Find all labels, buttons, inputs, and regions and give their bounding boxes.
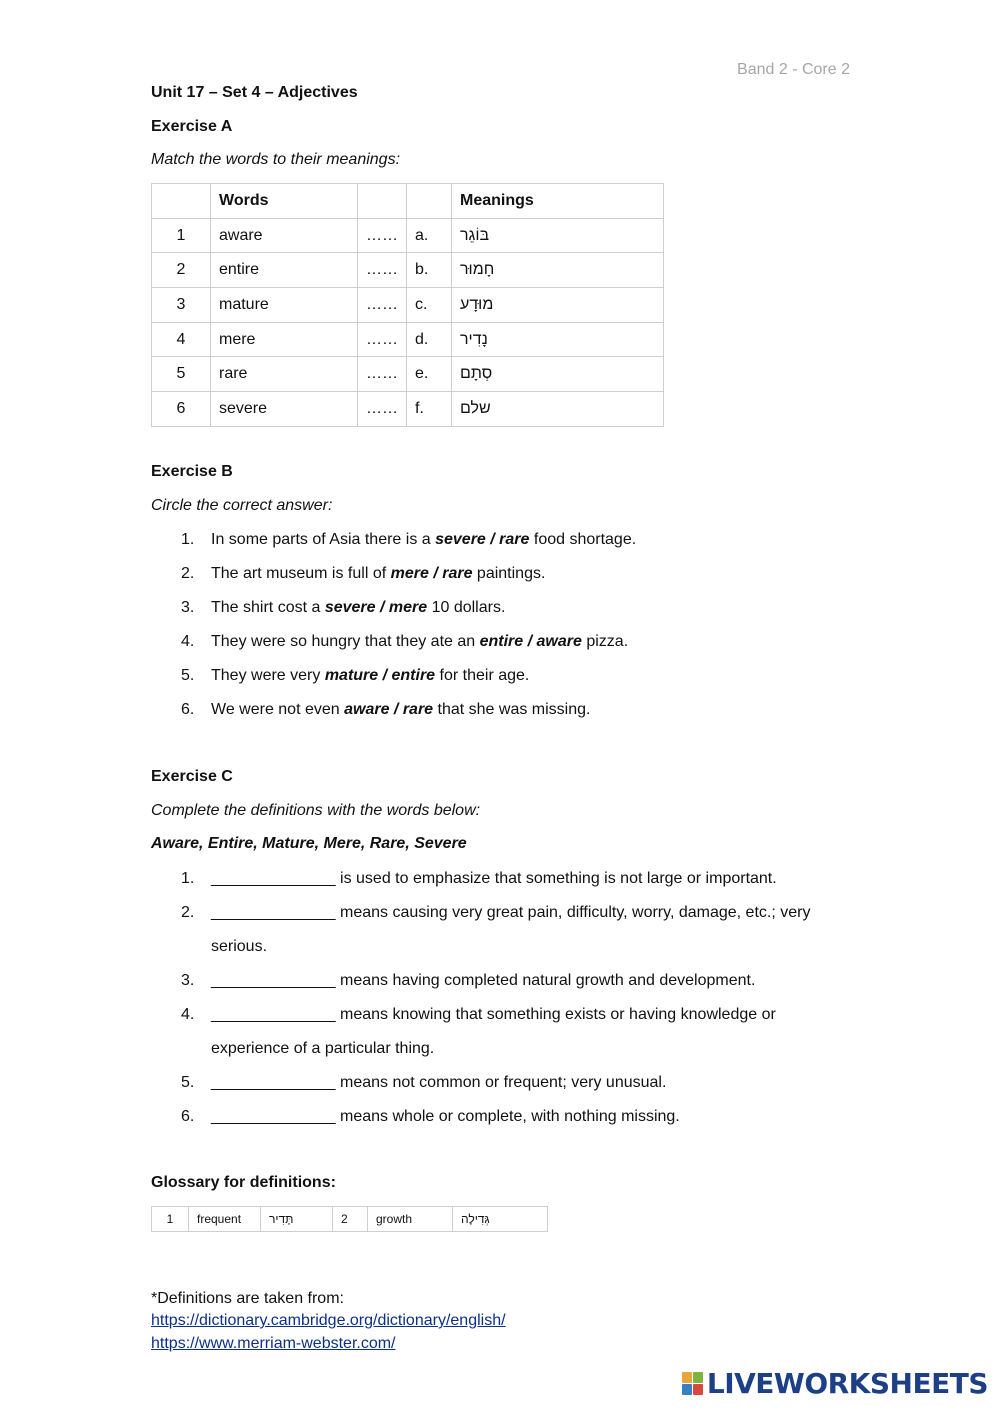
row-meaning: בּוֹגֵר xyxy=(460,226,490,244)
item-number: 6. xyxy=(181,1108,195,1125)
row-letter: c. xyxy=(407,288,452,323)
glossary-table xyxy=(151,1206,548,1232)
row-word: mature xyxy=(211,288,358,323)
row-letter: d. xyxy=(407,322,452,357)
list-item xyxy=(181,523,851,557)
answer-choice[interactable]: aware / rare xyxy=(344,701,434,718)
logo-mark-icon xyxy=(682,1372,703,1395)
answer-blank[interactable]: …… xyxy=(358,392,407,427)
item-text: for their age. xyxy=(435,667,530,684)
answer-blank[interactable]: …… xyxy=(358,322,407,357)
item-number: 3. xyxy=(181,599,195,616)
row-number: 3 xyxy=(152,288,211,323)
list-item xyxy=(181,1100,851,1134)
answer-blank[interactable]: …… xyxy=(358,253,407,288)
item-number: 2. xyxy=(181,904,195,921)
item-text: means knowing that something exists or having knowledge or experience of a particular thing. xyxy=(211,1006,776,1057)
list-item xyxy=(181,1066,851,1100)
row-meaning: חָמוּר xyxy=(460,261,495,279)
answer-choice[interactable]: mature / entire xyxy=(324,667,436,684)
row-number: 4 xyxy=(152,322,211,357)
item-text: means having completed natural growth and development. xyxy=(335,972,756,989)
row-letter: b. xyxy=(407,253,452,288)
matching-table xyxy=(151,183,664,427)
row-number: 5 xyxy=(152,357,211,392)
exercise-a-instruction: Match the words to their meanings: xyxy=(151,151,401,168)
merriam-webster-link[interactable]: https://www.merriam-webster.com/ xyxy=(151,1335,396,1352)
exercise-a-title: Exercise A xyxy=(151,118,233,135)
answer-choice[interactable]: mere / rare xyxy=(390,565,473,582)
row-word: aware xyxy=(211,218,358,253)
item-text: In some parts of Asia there is a xyxy=(211,531,436,548)
list-item xyxy=(181,693,851,727)
exercise-b-list xyxy=(181,523,851,727)
answer-blank[interactable]: ______________ xyxy=(211,904,336,921)
row-word: rare xyxy=(211,357,358,392)
table-row xyxy=(152,1207,548,1232)
logo-text: LIVEWORKSHEETS xyxy=(706,1367,988,1400)
page-title: Unit 17 – Set 4 – Adjectives xyxy=(151,84,358,101)
row-letter: f. xyxy=(407,392,452,427)
exercise-c-list xyxy=(181,862,851,1134)
answer-blank[interactable]: …… xyxy=(358,288,407,323)
row-number: 1 xyxy=(152,218,211,253)
list-item xyxy=(181,862,851,896)
table-row xyxy=(152,322,664,357)
cambridge-link[interactable]: https://dictionary.cambridge.org/dictionary/english/ xyxy=(151,1312,506,1329)
list-item xyxy=(181,964,851,998)
row-meaning: שלם xyxy=(460,399,491,417)
item-number: 5. xyxy=(181,667,195,684)
table-header-row xyxy=(152,184,664,219)
row-number: 6 xyxy=(152,392,211,427)
exercise-c-title: Exercise C xyxy=(151,768,233,785)
answer-choice[interactable]: entire / aware xyxy=(479,633,582,650)
glossary-title: Glossary for definitions: xyxy=(151,1174,336,1191)
row-word: entire xyxy=(211,253,358,288)
table-row xyxy=(152,288,664,323)
row-word: severe xyxy=(211,392,358,427)
row-letter: e. xyxy=(407,357,452,392)
header-meanings: Meanings xyxy=(452,184,664,219)
exercise-b-instruction: Circle the correct answer: xyxy=(151,497,333,514)
row-meaning: סְתָם xyxy=(460,365,493,383)
glossary-word: frequent xyxy=(189,1207,261,1232)
table-row xyxy=(152,392,664,427)
row-word: mere xyxy=(211,322,358,357)
answer-choice[interactable]: severe / rare xyxy=(435,531,530,548)
liveworksheets-logo xyxy=(682,1367,988,1400)
list-item xyxy=(181,625,851,659)
answer-blank[interactable]: ______________ xyxy=(211,972,336,989)
item-text: means whole or complete, with nothing missing. xyxy=(335,1108,680,1125)
item-text: pizza. xyxy=(581,633,629,650)
row-letter: a. xyxy=(407,218,452,253)
glossary-meaning: גְּדִילָה xyxy=(461,1212,490,1226)
list-item xyxy=(181,591,851,625)
item-text: that she was missing. xyxy=(433,701,591,718)
item-text: food shortage. xyxy=(529,531,637,548)
answer-choice[interactable]: severe / mere xyxy=(324,599,428,616)
glossary-number: 1 xyxy=(152,1207,189,1232)
answer-blank[interactable]: …… xyxy=(358,218,407,253)
item-text: 10 dollars. xyxy=(427,599,506,616)
table-row xyxy=(152,253,664,288)
item-number: 4. xyxy=(181,1006,195,1023)
sources-note: *Definitions are taken from: xyxy=(151,1290,344,1307)
glossary-meaning: תָּדִיר xyxy=(269,1212,294,1226)
answer-blank[interactable]: ______________ xyxy=(211,1108,336,1125)
item-number: 1. xyxy=(181,531,195,548)
item-text: They were very xyxy=(211,667,325,684)
table-row xyxy=(152,218,664,253)
answer-blank[interactable]: ______________ xyxy=(211,1006,336,1023)
list-item xyxy=(181,896,851,964)
item-number: 5. xyxy=(181,1074,195,1091)
item-text: paintings. xyxy=(472,565,546,582)
exercise-b-title: Exercise B xyxy=(151,463,233,480)
row-meaning: מוּדָע xyxy=(460,295,494,313)
word-bank: Aware, Entire, Mature, Mere, Rare, Severe xyxy=(151,835,467,852)
table-row xyxy=(152,357,664,392)
item-number: 3. xyxy=(181,972,195,989)
list-item xyxy=(181,659,851,693)
row-number: 2 xyxy=(152,253,211,288)
glossary-number: 2 xyxy=(333,1207,368,1232)
row-meaning: נָדִיר xyxy=(460,330,488,348)
item-text: We were not even xyxy=(211,701,345,718)
list-item xyxy=(181,557,851,591)
item-text: They were so hungry that they ate an xyxy=(211,633,480,650)
glossary-word: growth xyxy=(368,1207,453,1232)
band-label: Band 2 - Core 2 xyxy=(737,61,850,78)
answer-blank[interactable]: ______________ xyxy=(211,1074,336,1091)
item-number: 1. xyxy=(181,870,195,887)
item-number: 2. xyxy=(181,565,195,582)
item-number: 4. xyxy=(181,633,195,650)
list-item xyxy=(181,998,851,1066)
item-text: means not common or frequent; very unusual. xyxy=(335,1074,667,1091)
answer-blank[interactable]: …… xyxy=(358,357,407,392)
item-text: means causing very great pain, difficulty, worry, damage, etc.; very serious. xyxy=(211,904,811,955)
item-text: The art museum is full of xyxy=(211,565,391,582)
item-text: is used to emphasize that something is not large or important. xyxy=(335,870,777,887)
header-words: Words xyxy=(211,184,358,219)
exercise-c-instruction: Complete the definitions with the words below: xyxy=(151,802,481,819)
answer-blank[interactable]: ______________ xyxy=(211,870,336,887)
item-number: 6. xyxy=(181,701,195,718)
item-text: The shirt cost a xyxy=(211,599,325,616)
